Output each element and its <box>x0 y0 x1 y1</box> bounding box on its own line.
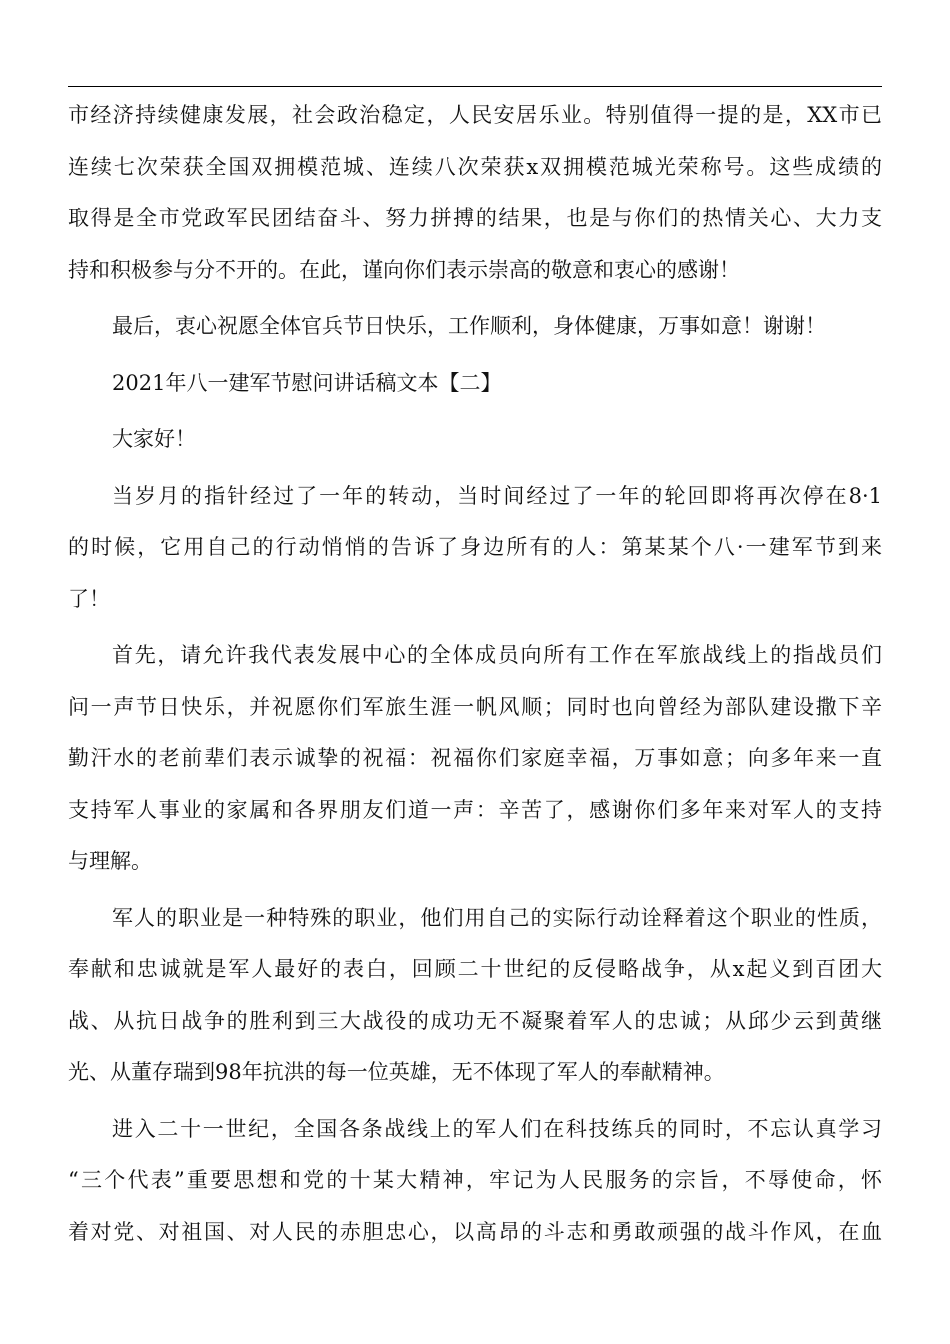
text-line: 大家好！ <box>112 427 196 451</box>
paragraph <box>68 471 882 626</box>
text-line: 光、从董存瑞到98年抗洪的每一位英雄，无不体现了军人的奉献精神。 <box>68 1060 725 1084</box>
text-line: 勤汗水的老前辈们表示诚挚的祝福：祝福你们家庭幸福，万事如意；向多年来一直 <box>68 746 882 770</box>
text-line: 持和积极参与分不开的。在此，谨向你们表示崇高的敬意和衷心的感谢！ <box>68 257 740 282</box>
text-line: 战、从抗日战争的胜利到三大战役的成功无不凝聚着军人的忠诚；从邱少云到黄继 <box>68 1008 882 1033</box>
paragraph <box>68 630 882 888</box>
text-line: 问一声节日快乐，并祝愿你们军旅生涯一帆风顺；同时也向曾经为部队建设撒下辛 <box>68 694 882 719</box>
text-line: 了！ <box>68 586 110 611</box>
paragraph <box>68 301 882 353</box>
paragraph <box>68 414 882 466</box>
text-line: 最后，衷心祝愿全体官兵节日快乐，工作顺利，身体健康，万事如意！谢谢！ <box>112 314 826 338</box>
text-line: 奉献和忠诚就是军人最好的表白，回顾二十世纪的反侵略战争，从x起义到百团大 <box>68 957 882 981</box>
text-line: 军人的职业是一种特殊的职业，他们用自己的实际行动诠释着这个职业的性质， <box>112 905 882 930</box>
header-rule <box>68 86 882 87</box>
document-body <box>68 90 882 1258</box>
text-line: 2021年八一建军节慰问讲话稿文本【二】 <box>112 370 502 395</box>
text-line: 连续七次荣获全国双拥模范城、连续八次荣获x双拥模范城光荣称号。这些成绩的 <box>68 154 882 179</box>
paragraph <box>68 90 882 296</box>
text-line: 的时候，它用自己的行动悄悄的告诉了身边所有的人：第某某个八·一建军节到来 <box>68 535 882 559</box>
text-line: 着对党、对祖国、对人民的赤胆忠心，以高昂的斗志和勇敢顽强的战斗作风，在血 <box>68 1219 882 1244</box>
text-line: 支持军人事业的家属和各界朋友们道一声：辛苦了，感谢你们多年来对军人的支持 <box>68 797 882 822</box>
paragraph <box>68 1104 882 1259</box>
text-line: 取得是全市党政军民团结奋斗、努力拼搏的结果，也是与你们的热情关心、大力支 <box>68 206 882 230</box>
paragraph <box>68 893 882 1099</box>
text-line: 与理解。 <box>68 849 152 873</box>
text-line: 进入二十一世纪，全国各条战线上的军人们在科技练兵的同时，不忘认真学习 <box>112 1116 882 1141</box>
text-line: 首先，请允许我代表发展中心的全体成员向所有工作在军旅战线上的指战员们 <box>112 643 882 667</box>
text-line: “三个代表”重要思想和党的十某大精神，牢记为人民服务的宗旨，不辱使命，怀 <box>68 1168 882 1192</box>
text-line: 市经济持续健康发展，社会政治稳定，人民安居乐业。特别值得一提的是，XX市已 <box>68 103 882 127</box>
text-line: 当岁月的指针经过了一年的转动，当时间经过了一年的轮回即将再次停在8·1 <box>112 483 882 508</box>
paragraph <box>68 358 882 410</box>
